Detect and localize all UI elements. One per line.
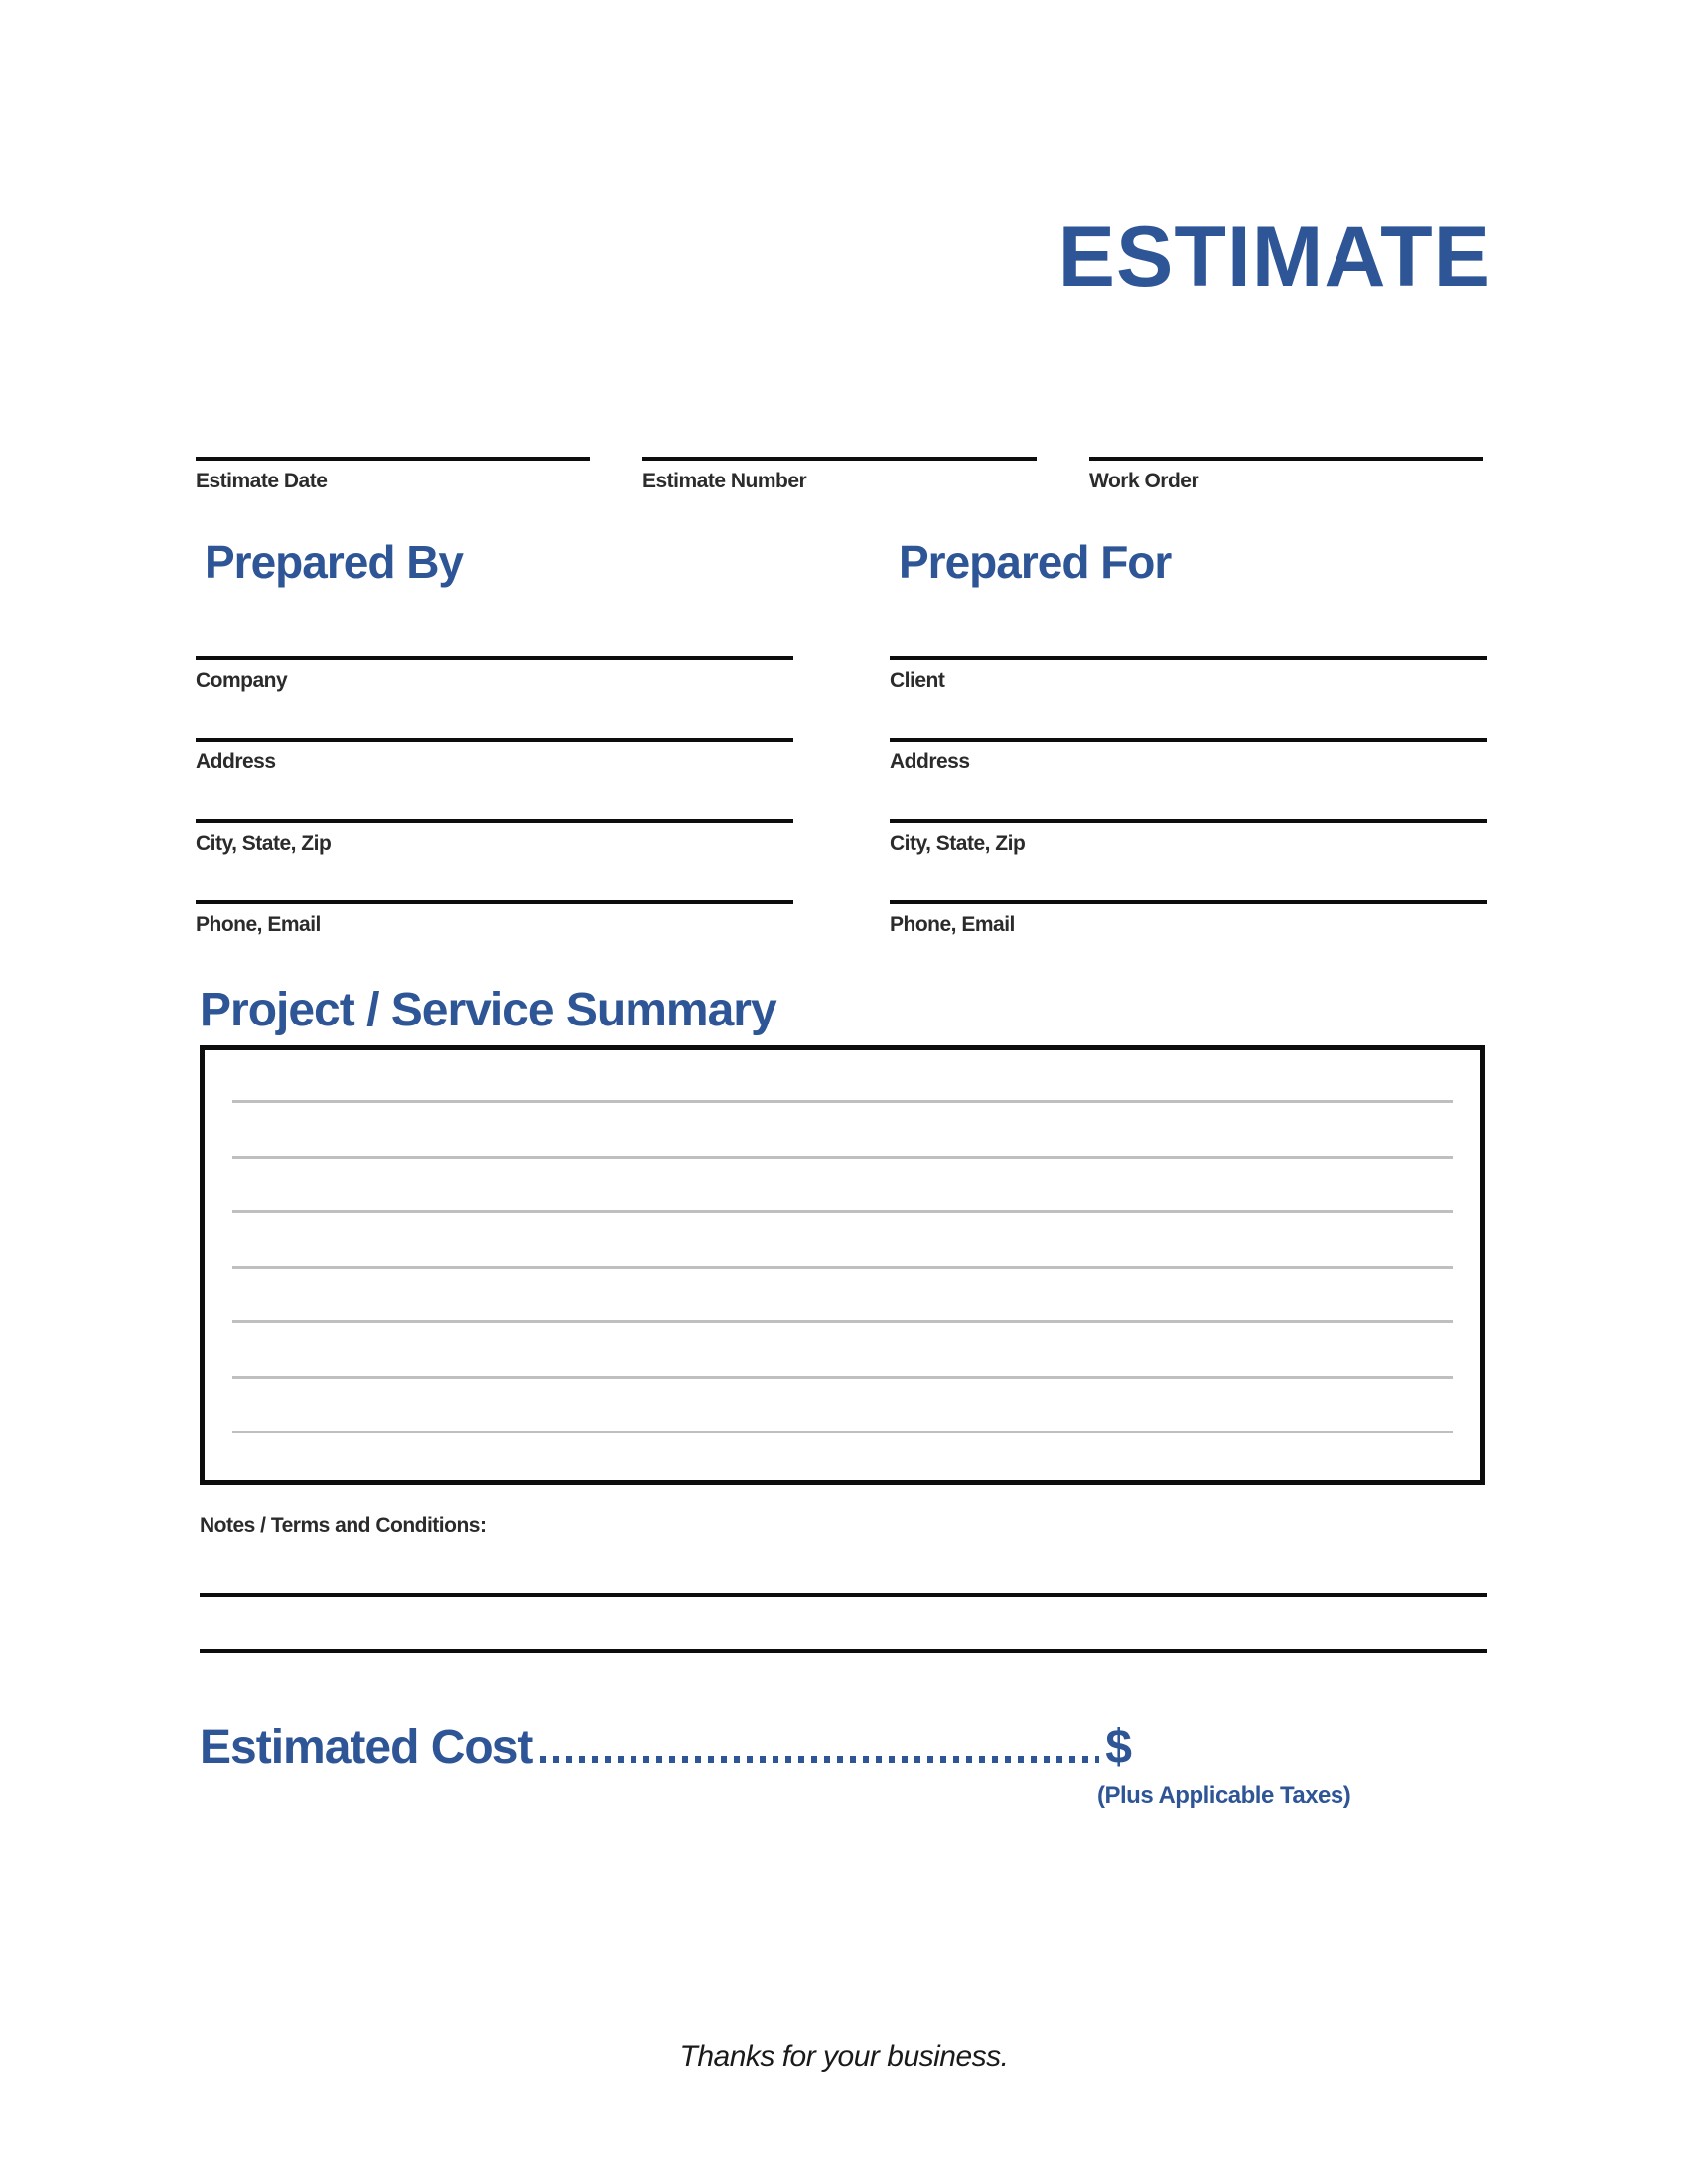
for-phone-email-label: Phone, Email [890,913,1015,936]
field-work-order[interactable] [1089,457,1483,493]
field-by-city-state-zip[interactable] [196,819,793,856]
for-address-label: Address [890,751,970,773]
estimate-date-label: Estimate Date [196,470,328,492]
currency-symbol[interactable]: $ [1105,1721,1131,1774]
prepared-by-heading: Prepared By [205,536,464,588]
summary-box[interactable] [200,1045,1485,1485]
ruled-line [232,1266,1453,1269]
leader-dots [540,1756,1099,1763]
notes-line-1[interactable] [200,1593,1487,1597]
ruled-line [232,1210,1453,1213]
for-city-state-zip-label: City, State, Zip [890,832,1026,855]
field-by-address[interactable] [196,738,793,774]
estimate-number-label: Estimate Number [642,470,807,492]
ruled-line [232,1100,1453,1103]
footer-message: Thanks for your business. [679,2040,1009,2073]
by-phone-email-label: Phone, Email [196,913,321,936]
field-estimate-date[interactable] [196,457,590,493]
estimated-cost-row [200,1721,1131,1774]
field-for-city-state-zip[interactable] [890,819,1487,856]
summary-heading: Project / Service Summary [200,984,776,1036]
tax-note: (Plus Applicable Taxes) [1097,1782,1351,1809]
notes-label: Notes / Terms and Conditions: [200,1514,487,1537]
ruled-line [232,1156,1453,1159]
client-label: Client [890,669,945,692]
prepared-for-heading: Prepared For [899,536,1172,588]
field-by-phone-email[interactable] [196,900,793,937]
field-for-address[interactable] [890,738,1487,774]
ruled-line [232,1376,1453,1379]
field-for-phone-email[interactable] [890,900,1487,937]
by-city-state-zip-label: City, State, Zip [196,832,332,855]
company-label: Company [196,669,288,692]
ruled-line [232,1320,1453,1323]
field-company[interactable] [196,656,793,693]
field-client[interactable] [890,656,1487,693]
document-title: ESTIMATE [1057,209,1491,305]
by-address-label: Address [196,751,276,773]
ruled-line [232,1431,1453,1433]
field-estimate-number[interactable] [642,457,1037,493]
estimated-cost-label: Estimated Cost [200,1721,533,1774]
work-order-label: Work Order [1089,470,1199,492]
notes-line-2[interactable] [200,1649,1487,1653]
